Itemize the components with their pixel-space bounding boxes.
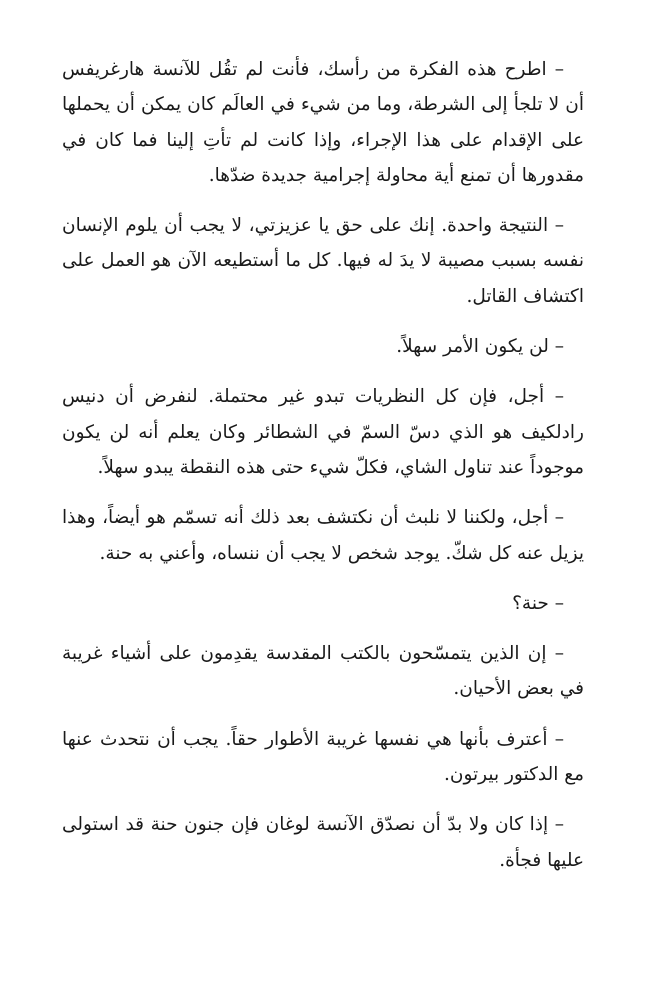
dialogue-paragraph-1: – اطرح هذه الفكرة من رأسك، فأنت لم تقُل للآنسة هارغريفس أن لا تلجأ إلى الشرطة، وما من شيء في العالَم كان يمكن أن يحملها على الإقدام على هذا الإجراء، وإذا كانت لم تأتِ إلينا فما كان في مقدورها أن تمنع أية محاولة إجرامية جديدة ضدّها. (62, 59, 584, 186)
dialogue-paragraph-7: – إن الذين يتمسّحون بالكتب المقدسة يقدِمون على أشياء غريبة في بعض الأحيان. (62, 643, 584, 700)
dialogue-paragraph-9: – إذا كان ولا بدّ أن نصدّق الآنسة لوغان فإن جنون حنة قد استولى عليها فجأة. (62, 814, 584, 871)
dialogue-paragraph-2: – النتيجة واحدة. إنك على حق يا عزيزتي، لا يجب أن يلوم الإنسان نفسه بسبب مصيبة لا يدَ له فيها. كل ما أستطيعه الآن هو العمل على اكتشاف القاتل. (62, 215, 584, 307)
dialogue-paragraph-6: – حنة؟ (512, 592, 564, 614)
dialogue-paragraph-3: – لن يكون الأمر سهلاً. (396, 336, 564, 358)
dialogue-paragraph-8: – أعترف بأنها هي نفسها غريبة الأطوار حقاً. يجب أن نتحدث عنها مع الدكتور بيرتون. (62, 728, 584, 786)
page-text (62, 52, 584, 878)
dialogue-paragraph-4: – أجل، فإن كل النظريات تبدو غير محتملة. لنفرض أن دنيس رادلكيف هو الذي دسّ السمّ في الشطائر وكان يعلم أنه لن يكون موجوداً عند تناول الشاي، فكلّ شيء حتى هذه النقطة يبدو سهلاً. (62, 386, 584, 478)
dialogue-paragraph-5: – أجل، ولكننا لا نلبث أن نكتشف بعد ذلك أنه تسمّم هو أيضاً، وهذا يزيل عنه كل شكّ. يوجد شخص لا يجب أن ننساه، وأعني به حنة. (62, 507, 584, 564)
